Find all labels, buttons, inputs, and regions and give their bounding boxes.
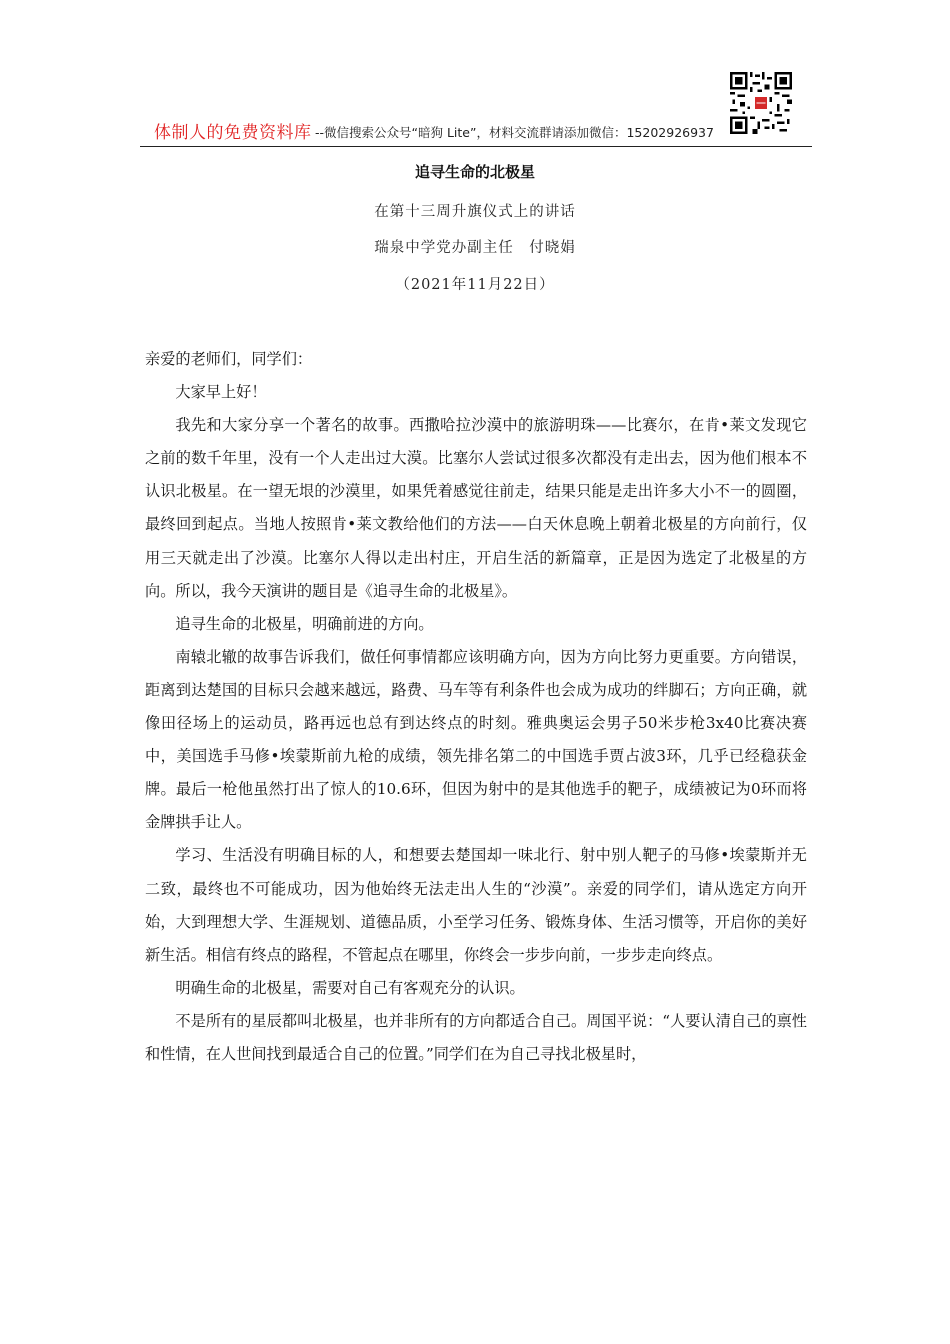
document-author: 瑞泉中学党办副主任 付晓娟	[374, 240, 576, 256]
speech-body	[145, 343, 807, 1071]
document-subtitle: 在第十三周升旗仪式上的讲话	[374, 204, 576, 220]
header-brand: 体制人的免费资料库	[154, 123, 312, 143]
page-header	[140, 118, 812, 147]
paragraph-heading-direction: 追寻生命的北极星，明确前进的方向。	[175, 614, 434, 633]
document-date: （2021年11月22日）	[395, 277, 555, 293]
document-title: 追寻生命的北极星	[414, 163, 535, 181]
paragraph-story: 我先和大家分享一个著名的故事。西撒哈拉沙漠中的旅游明珠——比赛尔，在肯•莱文发现它之前的数千年里，没有一个人走出过大漠。比塞尔人尝试过很多次都没有走出去，因为他们根本不认识北极星。在一望无垠的沙漠里，如果凭着感觉往前走，结果只能是走出许多大小不一的圆圈，最终回到起点。当地人按照肯•莱文教给他们的方法——白天休息晚上朝着北极星的方向前行，仅用三天就走出了沙漠。比塞尔人得以走出村庄，开启生活的新篇章，正是因为选定了北极星的方向。所以，我今天演讲的题目是《追寻生命的北极星》。	[145, 416, 807, 600]
paragraph-self: 不是所有的星辰都叫北极星，也并非所有的方向都适合自己。周国平说：“人要认清自己的禀性和性情，在人世间找到最适合自己的位置。”同学们在为自己寻找北极星时，	[145, 1011, 807, 1063]
paragraph-direction: 南辕北辙的故事告诉我们，做任何事情都应该明确方向，因为方向比努力更重要。方向错误，距离到达楚国的目标只会越来越远，路费、马车等有利条件也会成为成功的绊脚石；方向正确，就像田径场上的运动员，路再远也总有到达终点的时刻。雅典奥运会男子50米步枪3x40比赛决赛中，美国选手马修•埃蒙斯前九枪的成绩，领先排名第二的中国选手贾占波3环，几乎已经稳获金牌。最后一枪他虽然打出了惊人的10.6环，但因为射中的是其他选手的靶子，成绩被记为0环而将金牌拱手让人。	[145, 647, 807, 832]
header-tagline: --微信搜索公众号“暗狗 Lite”，材料交流群请添加微信：15202926937	[315, 125, 714, 140]
qr-code-icon	[730, 72, 792, 134]
salutation: 亲爱的老师们，同学们：	[145, 350, 313, 368]
paragraph-greeting: 大家早上好！	[175, 383, 267, 402]
paragraph-heading-self: 明确生命的北极星，需要对自己有客观充分的认识。	[175, 978, 525, 997]
paragraph-goals: 学习、生活没有明确目标的人，和想要去楚国却一味北行、射中别人靶子的马修•埃蒙斯并无二致，最终也不可能成功，因为他始终无法走出人生的“沙漠”。亲爱的同学们，请从选定方向开始，大到理想大学、生涯规划、道德品质，小至学习任务、锻炼身体、生活习惯等，开启你的美好新生活。相信有终点的路程，不管起点在哪里，你终会一步步向前，一步步走向终点。	[145, 846, 807, 964]
